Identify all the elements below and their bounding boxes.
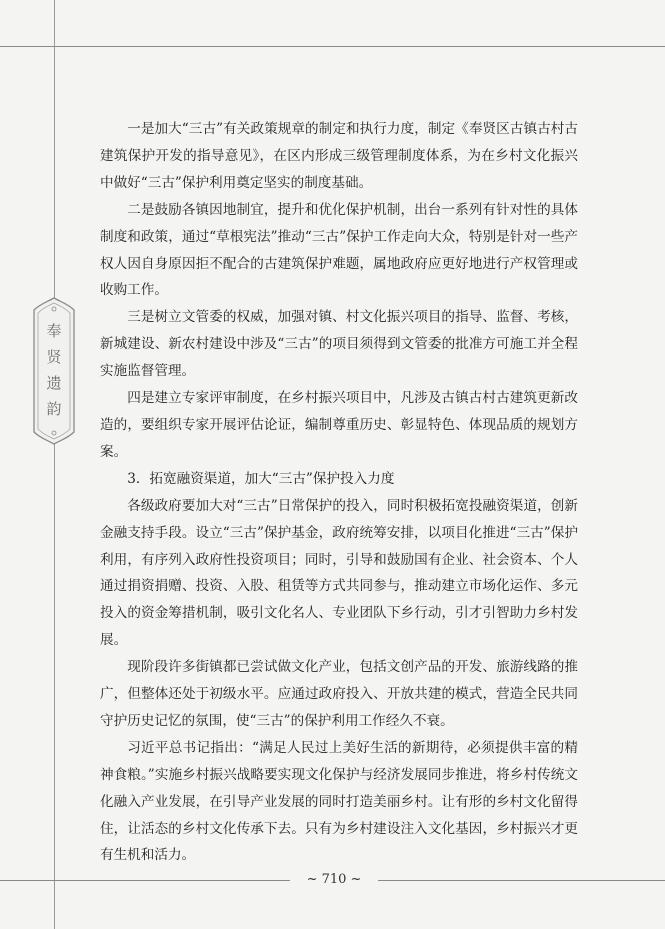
badge-char: 奉 [46, 322, 62, 340]
badge-char: 遗 [46, 374, 62, 392]
footer-rule-right [378, 880, 665, 881]
section-badge [30, 296, 78, 446]
paragraph: 四是建立专家评审制度，在乡村振兴项目中，凡涉及古镇古村古建筑更新改造的，要组织专家开展评估论证，编制尊重历史、彰显特色、体现品质的规划方案。 [100, 390, 578, 460]
page-number: ~ 710 ~ [306, 872, 362, 887]
badge-char: 韵 [46, 400, 62, 418]
paragraph: 习近平总书记指出：“满足人民过上美好生活的新期待，必须提供丰富的精神食粮。”实施乡村振兴战略要实现文化保护与经济发展同步推进，将乡村传统文化融入产业发展，在引导产业发展的同时打造美丽乡村。让有形的乡村文化留得住，让活态的乡村文化传承下去。只有为乡村建设注入文化基因，乡村振兴才更有生机和活力。 [100, 739, 578, 864]
paragraph: 现阶段许多街镇都已尝试做文化产业，包括文创产品的开发、旅游线路的推广，但整体还处于初级水平。应通过政府投入、开放共建的模式，营造全民共同守护历史记忆的氛围，使“三古”的保护利用工作经久不衰。 [100, 659, 578, 729]
paragraph: 三是树立文管委的权威，加强对镇、村文化振兴项目的指导、监督、考核，新城建设、新农村建设中涉及“三古”的项目须得到文管委的批准方可施工并全程实施监督管理。 [100, 309, 578, 380]
header-rule [0, 46, 665, 47]
paragraph: 二是鼓励各镇因地制宜，提升和优化保护机制，出台一系列有针对性的具体制度和政策，通过“草根宪法”推动“三古”保护工作走向大众，特别是针对一些产权人因自身原因拒不配合的古建筑保护难题，属地政府应更好地进行产权管理或收购工作。 [100, 201, 578, 299]
paragraph: 各级政府要加大对“三古”日常保护的投入，同时积极拓宽投融资渠道，创新金融支持手段。设立“三古”保护基金，政府统筹安排，以项目化推进“三古”保护利用，有序列入政府性投资项目；同时，引导和鼓励国有企业、社会资本、个人通过捐资捐赠、投资、入股、租赁等方式共同参与，推动建立市场化运作、多元投入的资金筹措机制，吸引文化名人、专业团队下乡行动，引才引智助力乡村发展。 [100, 497, 578, 649]
section-heading: 3．拓宽融资渠道，加大“三古”保护投入力度 [127, 470, 395, 487]
body-text [100, 116, 578, 869]
badge-char: 贤 [46, 348, 62, 366]
paragraph: 一是加大“三古”有关政策规章的制定和执行力度，制定《奉贤区古镇古村古建筑保护开发的指导意见》，在区内形成三级管理制度体系，为在乡村文化振兴中做好“三古”保护利用奠定坚实的制度基础。 [100, 121, 578, 191]
margin-rule [54, 0, 55, 929]
footer-rule-left [0, 880, 290, 881]
